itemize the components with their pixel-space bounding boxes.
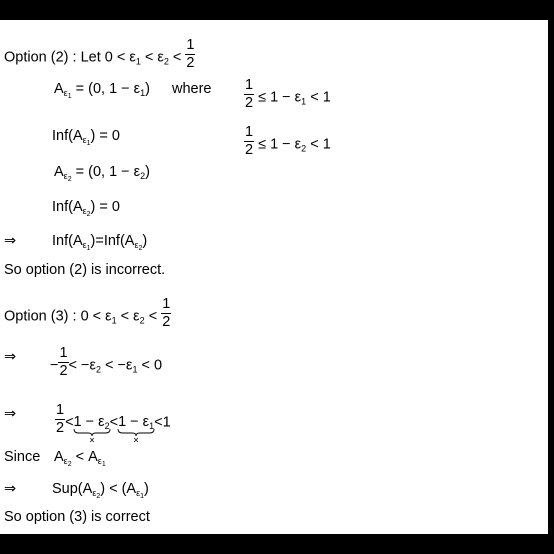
inf-equality: $Inf(A_{\varepsilon_1})=Inf(A_{\varepsilon_2})$ xyxy=(52,233,148,252)
option-3-statement: Option (3) : $0 < \varepsilon_1 < \varepsilon_2$ < $\frac{1}{2}$ xyxy=(4,296,171,330)
fraction-half: $\frac{1}{2}$ xyxy=(186,37,195,71)
implies-arrow: ⇒ xyxy=(4,233,17,249)
fraction-half: $\frac{1}{2}$ xyxy=(56,402,65,436)
condition-eps2: $\frac{1}{2}$ ≤ $1 - \varepsilon_2 < 1$ xyxy=(245,124,331,158)
since-word: Since xyxy=(4,449,41,465)
option-2-statement: Option (2) : Let $0 < \varepsilon_1 < \varepsilon_2$ < $\frac{1}{2}$ xyxy=(4,37,195,71)
where-word: where xyxy=(172,81,212,97)
set-a-eps1-definition: $A_{\varepsilon_1} = (0$, $1 - \varepsilon_1$) xyxy=(54,81,150,100)
set-a-eps2-definition: $A_{\varepsilon_2} = (0$, $1 - \varepsilon_2$) xyxy=(54,164,150,183)
underbrace-icon xyxy=(74,429,110,443)
implies-arrow: ⇒ xyxy=(4,349,17,365)
condition-eps1: $\frac{1}{2}$ ≤ $1 - \varepsilon_1 < 1$ xyxy=(245,77,331,111)
option-2-label: Option (2) xyxy=(4,49,69,66)
fraction-half: $\frac{1}{2}$ xyxy=(245,77,254,111)
inf-a-eps2: $Inf(A_{\varepsilon_2}) = 0$ xyxy=(52,199,120,218)
underbrace-group-eps2: $1 - \varepsilon_2$ xyxy=(74,413,110,431)
set-comparison: $A_{\varepsilon_2} < A_{\varepsilon_1}$ xyxy=(54,449,106,468)
option-3-label: Option (3) xyxy=(4,308,69,325)
implies-arrow: ⇒ xyxy=(4,481,17,497)
fraction-half: $\frac{1}{2}$ xyxy=(59,345,68,379)
inf-a-eps1: $Inf(A_{\varepsilon_1}) = 0$ xyxy=(52,128,120,147)
negated-inequality: − $\frac{1}{2}$ < $-\varepsilon_2 < -\varepsilon_1 < 0$ xyxy=(50,345,163,379)
option-2-conclusion: So option (2) is incorrect. xyxy=(4,262,166,278)
fraction-half: $\frac{1}{2}$ xyxy=(245,124,254,158)
option-3-conclusion: So option (3) is correct xyxy=(4,509,150,525)
fraction-half: $\frac{1}{2}$ xyxy=(162,296,171,330)
implies-arrow: ⇒ xyxy=(4,406,17,422)
sup-comparison: $Sup(A_{\varepsilon_2}) < (A_{\varepsilon_1})$ xyxy=(52,481,149,500)
underbrace-group-eps1: $1 - \varepsilon_1$ xyxy=(118,413,154,431)
underbrace-icon xyxy=(118,429,154,443)
shifted-inequality: $\frac{1}{2}$ $<1 - \varepsilon_2$ $<1 - \varepsilon_1$ <1 xyxy=(55,405,171,440)
solution-page xyxy=(0,20,548,534)
